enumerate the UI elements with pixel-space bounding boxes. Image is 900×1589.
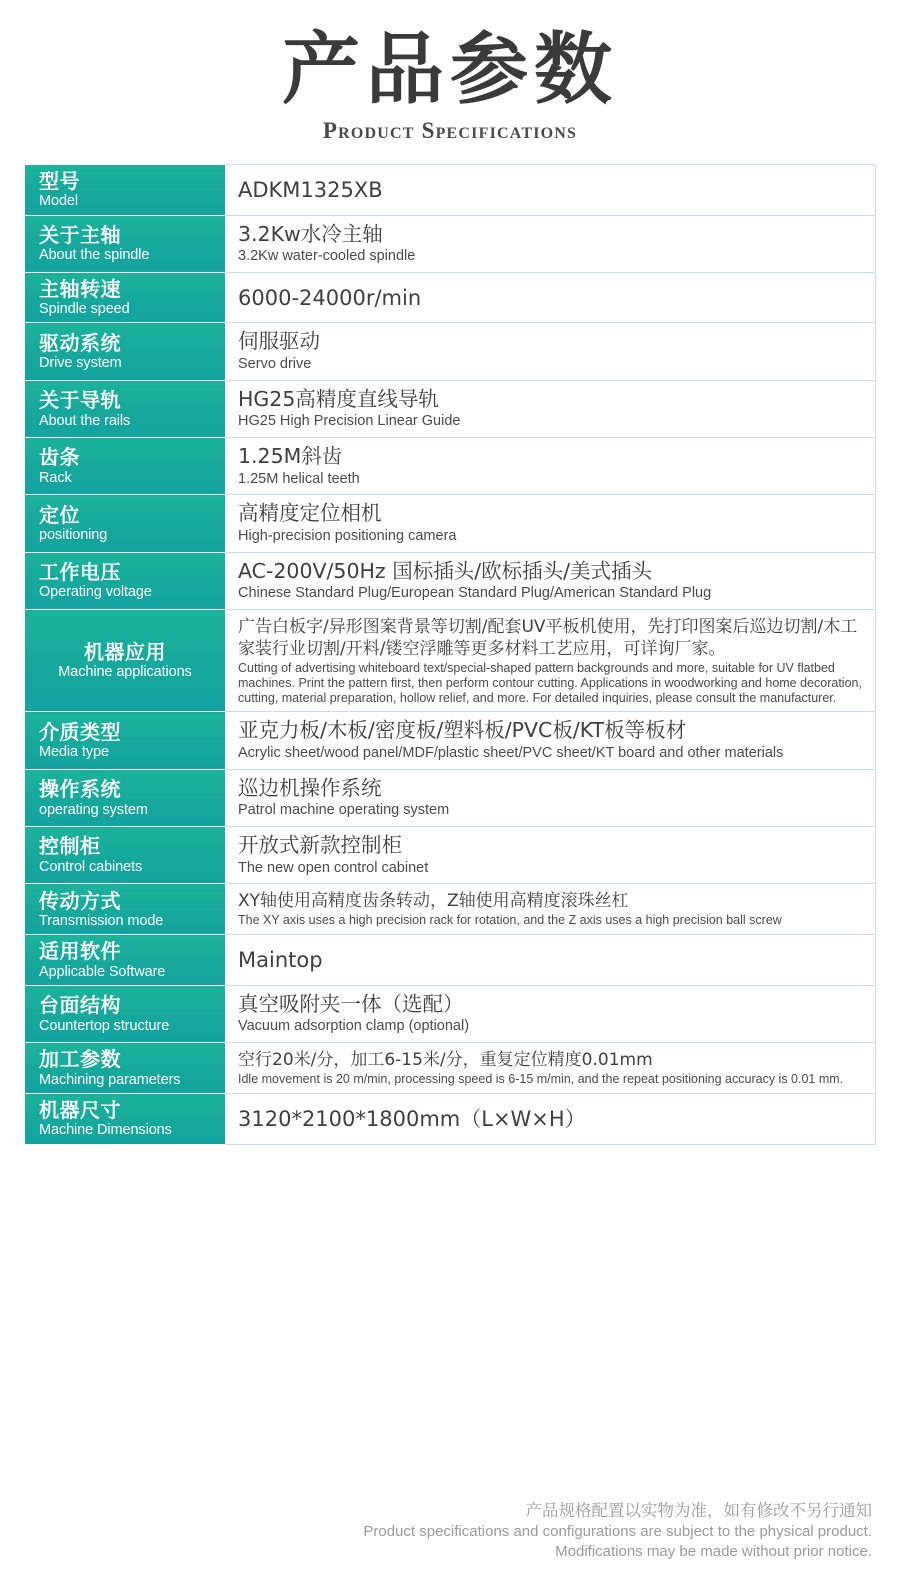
row-label-en: About the rails <box>39 412 131 429</box>
row-value <box>226 552 876 609</box>
row-value-en: Chinese Standard Plug/European Standard Plug/American Standard Plug <box>238 585 712 602</box>
row-value-cn: AC-200V/50Hz 国标插头/欧标插头/美式插头 <box>238 558 653 583</box>
row-value <box>226 438 876 495</box>
table-row <box>25 884 876 935</box>
footer-note-cn: 产品规格配置以实物为准，如有修改不另行通知 <box>525 1500 872 1520</box>
row-value <box>226 610 876 712</box>
row-label-cn: 机器应用 <box>84 639 166 664</box>
row-label-cn: 定位 <box>39 502 80 527</box>
table-row <box>25 985 876 1042</box>
row-label-en: Control cabinets <box>39 858 143 875</box>
row-label-en: positioning <box>39 527 108 544</box>
row-label <box>25 164 226 215</box>
row-value <box>226 827 876 884</box>
row-value <box>226 164 876 215</box>
row-value-cn: 开放式新款控制柜 <box>238 833 402 858</box>
row-label <box>25 272 226 323</box>
row-label-en: Machine applications <box>58 664 192 681</box>
row-label-cn: 齿条 <box>39 445 80 470</box>
row-value-cn: 空行20米/分，加工6-15米/分，重复定位精度0.01mm <box>238 1050 653 1071</box>
row-label-en: Spindle speed <box>39 301 130 318</box>
row-value <box>226 1094 876 1145</box>
row-label-en: Media type <box>39 744 109 761</box>
row-label <box>25 380 226 437</box>
row-value-en: Vacuum adsorption clamp (optional) <box>238 1018 470 1035</box>
row-label-cn: 台面结构 <box>39 993 121 1018</box>
row-label <box>25 769 226 826</box>
row-value-cn: 高精度定位相机 <box>238 501 382 526</box>
row-label-en: Applicable Software <box>39 963 166 980</box>
row-value <box>226 495 876 552</box>
row-value <box>226 215 876 272</box>
page-title: 产品参数 <box>281 25 618 115</box>
table-row <box>25 827 876 884</box>
footer-note <box>363 1500 872 1561</box>
row-label <box>25 495 226 552</box>
row-label-cn: 控制柜 <box>39 834 101 859</box>
row-value-en: 1.25M helical teeth <box>238 470 360 487</box>
row-value-en: High-precision positioning camera <box>238 528 457 545</box>
table-row <box>25 610 876 712</box>
table-row <box>25 1094 876 1145</box>
row-value-cn: 3.2Kw水冷主轴 <box>238 221 383 246</box>
row-label <box>25 215 226 272</box>
row-value-en: HG25 High Precision Linear Guide <box>238 413 461 430</box>
row-label <box>25 712 226 769</box>
row-value <box>226 1043 876 1094</box>
specifications-table <box>24 164 876 1145</box>
page-subtitle: Product Specifications <box>322 117 578 143</box>
table-row <box>25 552 876 609</box>
table-row <box>25 164 876 215</box>
row-label-en: Machine Dimensions <box>39 1122 172 1139</box>
row-label <box>25 1043 226 1094</box>
row-label <box>25 1094 226 1145</box>
page-header <box>24 0 876 144</box>
table-row <box>25 323 876 380</box>
row-label-cn: 适用软件 <box>39 939 121 964</box>
row-label <box>25 610 226 712</box>
row-value-cn: 真空吸附夹一体（选配） <box>238 991 464 1016</box>
row-label-en: Transmission mode <box>39 912 164 929</box>
row-value-en: The new open control cabinet <box>238 859 429 876</box>
row-value-en: 3.2Kw water-cooled spindle <box>238 248 416 265</box>
row-value-en: Idle movement is 20 m/min, processing speed is 6-15 m/min, and the repeat positioning accuracy is 0.01 mm. <box>238 1072 844 1087</box>
row-label <box>25 884 226 935</box>
row-label-en: operating system <box>39 801 148 818</box>
row-label-en: Rack <box>39 469 72 486</box>
row-value <box>226 769 876 826</box>
row-label-en: Model <box>39 193 78 210</box>
row-label-cn: 介质类型 <box>39 719 121 744</box>
row-label-cn: 主轴转速 <box>39 276 121 301</box>
row-label-en: Drive system <box>39 355 122 372</box>
row-value <box>226 323 876 380</box>
row-label-cn: 关于导轨 <box>39 388 121 413</box>
row-value-cn: XY轴使用高精度齿条转动，Z轴使用高精度滚珠丝杠 <box>238 891 629 912</box>
row-value-cn: 亚克力板/木板/密度板/塑料板/PVC板/KT板等板材 <box>238 718 687 743</box>
row-label <box>25 827 226 884</box>
row-value <box>226 884 876 935</box>
row-value-cn: 3120*2100*1800mm（L×W×H） <box>238 1106 586 1131</box>
table-row <box>25 495 876 552</box>
row-label-en: Countertop structure <box>39 1017 170 1034</box>
row-label-cn: 机器尺寸 <box>39 1098 121 1123</box>
row-value-cn: 伺服驱动 <box>238 329 320 354</box>
row-value <box>226 985 876 1042</box>
row-value-en: Patrol machine operating system <box>238 802 450 819</box>
footer-note-en-line2: Modifications may be made without prior notice. <box>555 1542 872 1560</box>
row-value-cn: 巡边机操作系统 <box>238 775 382 800</box>
row-label <box>25 552 226 609</box>
row-label-cn: 型号 <box>39 168 80 193</box>
row-value-cn: ADKM1325XB <box>238 177 383 202</box>
row-value-cn: 1.25M斜齿 <box>238 444 343 469</box>
table-row <box>25 438 876 495</box>
row-label-cn: 驱动系统 <box>39 330 121 355</box>
row-label-en: Machining parameters <box>39 1071 181 1088</box>
row-label-cn: 操作系统 <box>39 777 121 802</box>
row-value <box>226 935 876 986</box>
table-row <box>25 769 876 826</box>
row-value-cn: 广告白板字/异形图案背景等切割/配套UV平板机使用，先打印图案后巡边切割/木工家装行业切割/开料/镂空浮雕等更多材料工艺应用，可详询厂家。 <box>238 617 858 660</box>
table-row <box>25 935 876 986</box>
table-row <box>25 712 876 769</box>
row-value <box>226 272 876 323</box>
row-label-en: About the spindle <box>39 247 150 264</box>
row-label-cn: 关于主轴 <box>39 222 121 247</box>
row-label-cn: 加工参数 <box>39 1047 121 1072</box>
row-value-en: The XY axis uses a high precision rack for rotation, and the Z axis uses a high precision ball screw <box>238 913 782 928</box>
row-value <box>226 380 876 437</box>
row-label-cn: 工作电压 <box>39 560 121 585</box>
row-value-cn: Maintop <box>238 947 323 972</box>
row-label <box>25 438 226 495</box>
row-label <box>25 985 226 1042</box>
footer-note-en-line1: Product specifications and configurations are subject to the physical product. <box>363 1523 872 1540</box>
row-value-en: Servo drive <box>238 356 312 373</box>
row-label <box>25 935 226 986</box>
row-value-en: Cutting of advertising whiteboard text/special-shaped pattern backgrounds and more, suitable for UV flatbed machines. Print the pattern first, then perform contour cutting. Applications in woodworking and home decoration, cutting, material preparation, hollow relief, and more. For detailed inquiries, please consult the manufacturer. <box>238 661 862 705</box>
row-value-cn: HG25高精度直线导轨 <box>238 386 439 411</box>
row-value <box>226 712 876 769</box>
row-value-en: Acrylic sheet/wood panel/MDF/plastic sheet/PVC sheet/KT board and other materials <box>238 745 784 762</box>
row-label-en: Operating voltage <box>39 584 152 601</box>
table-row <box>25 1043 876 1094</box>
row-label <box>25 323 226 380</box>
row-label-cn: 传动方式 <box>39 888 121 913</box>
row-value-cn: 6000-24000r/min <box>238 285 422 310</box>
table-row <box>25 272 876 323</box>
table-row <box>25 380 876 437</box>
table-row <box>25 215 876 272</box>
